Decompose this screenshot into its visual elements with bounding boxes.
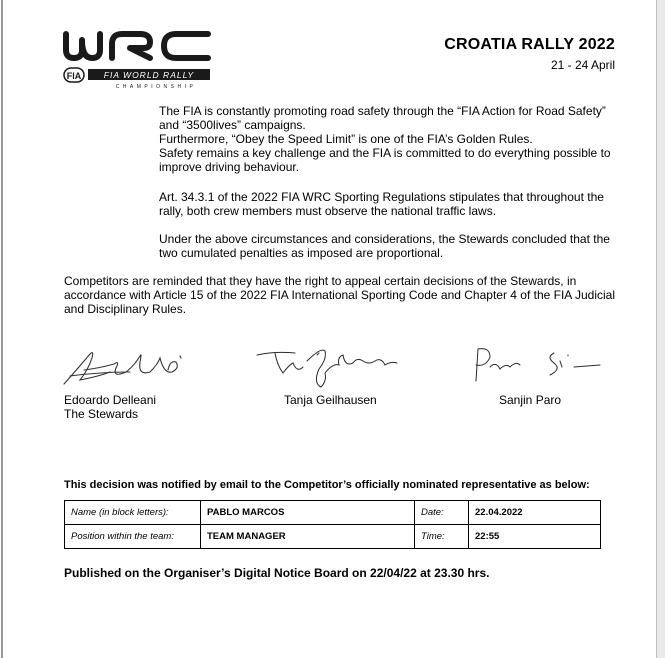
position-value: TEAM MANAGER — [201, 525, 415, 549]
paragraph-regulation — [159, 190, 619, 218]
paragraph-line: and Disciplinary Rules. — [64, 302, 187, 316]
position-label: Position within the team: — [65, 525, 201, 549]
published-notice: Published on the Organiser’s Digital Notice Board on 22/04/22 at 23.30 hrs. — [64, 566, 490, 580]
paragraph-conclusion — [159, 232, 619, 260]
steward-name-paro: Sanjin Paro — [499, 393, 562, 407]
svg-text:CHAMPIONSHIP: CHAMPIONSHIP — [115, 84, 197, 90]
name-label: Name (in block letters): — [65, 501, 201, 525]
stewards-label: The Stewards — [64, 407, 139, 421]
signature-delleani — [60, 346, 190, 388]
paragraph-line: and “3500lives” campaigns. — [159, 118, 306, 132]
paragraph-appeal — [64, 274, 620, 316]
paragraph-line: accordance with Article 15 of the 2022 FIA International Sporting Code and Chapter 4 of the FIA Judicial — [64, 288, 616, 302]
representative-table — [64, 500, 601, 549]
time-value: 22:55 — [469, 525, 601, 549]
paragraph-line: Furthermore, “Obey the Speed Limit” is one of the FIA’s Golden Rules. — [159, 132, 533, 146]
date-value: 22.04.2022 — [469, 501, 601, 525]
table-row — [65, 525, 601, 549]
date-label: Date: — [415, 501, 469, 525]
signature-geilhausen — [255, 343, 405, 389]
paragraph-line: two cumulated penalties as imposed are proportional. — [159, 246, 444, 260]
table-row — [65, 501, 601, 525]
viewer-gutter — [657, 0, 665, 658]
paragraph-line: improve driving behaviour. — [159, 160, 300, 174]
paragraph-line: The FIA is constantly promoting road safety through the “FIA Action for Road Safety” — [159, 104, 606, 118]
event-title: CROATIA RALLY 2022 — [444, 36, 615, 53]
name-value: PABLO MARCOS — [201, 501, 415, 525]
wrc-logo-icon — [60, 28, 220, 90]
steward-name-delleani: Edoardo Delleani — [64, 393, 157, 407]
signature-paro — [470, 345, 610, 387]
paragraph-line: Safety remains a key challenge and the FIA is committed to do everything possible to — [159, 146, 611, 160]
paragraph-line: Competitors are reminded that they have the right to appeal certain decisions of the Stewards, in — [64, 274, 577, 288]
notification-heading: This decision was notified by email to the Competitor’s officially nominated representative as below: — [64, 479, 590, 491]
event-dates: 21 - 24 April — [550, 58, 615, 72]
svg-text:FIA: FIA — [66, 71, 82, 81]
page-left-edge — [1, 0, 3, 658]
svg-text:FIA WORLD RALLY: FIA WORLD RALLY — [103, 70, 195, 80]
time-label: Time: — [415, 525, 469, 549]
paragraph-road-safety — [159, 104, 619, 174]
paragraph-line: Under the above circumstances and considerations, the Stewards concluded that the — [159, 232, 610, 246]
paragraph-line: rally, both crew members must observe the national traffic laws. — [159, 204, 497, 218]
steward-name-geilhausen: Tanja Geilhausen — [284, 393, 377, 407]
paragraph-line: Art. 34.3.1 of the 2022 FIA WRC Sporting Regulations stipulates that throughout the — [159, 190, 604, 204]
